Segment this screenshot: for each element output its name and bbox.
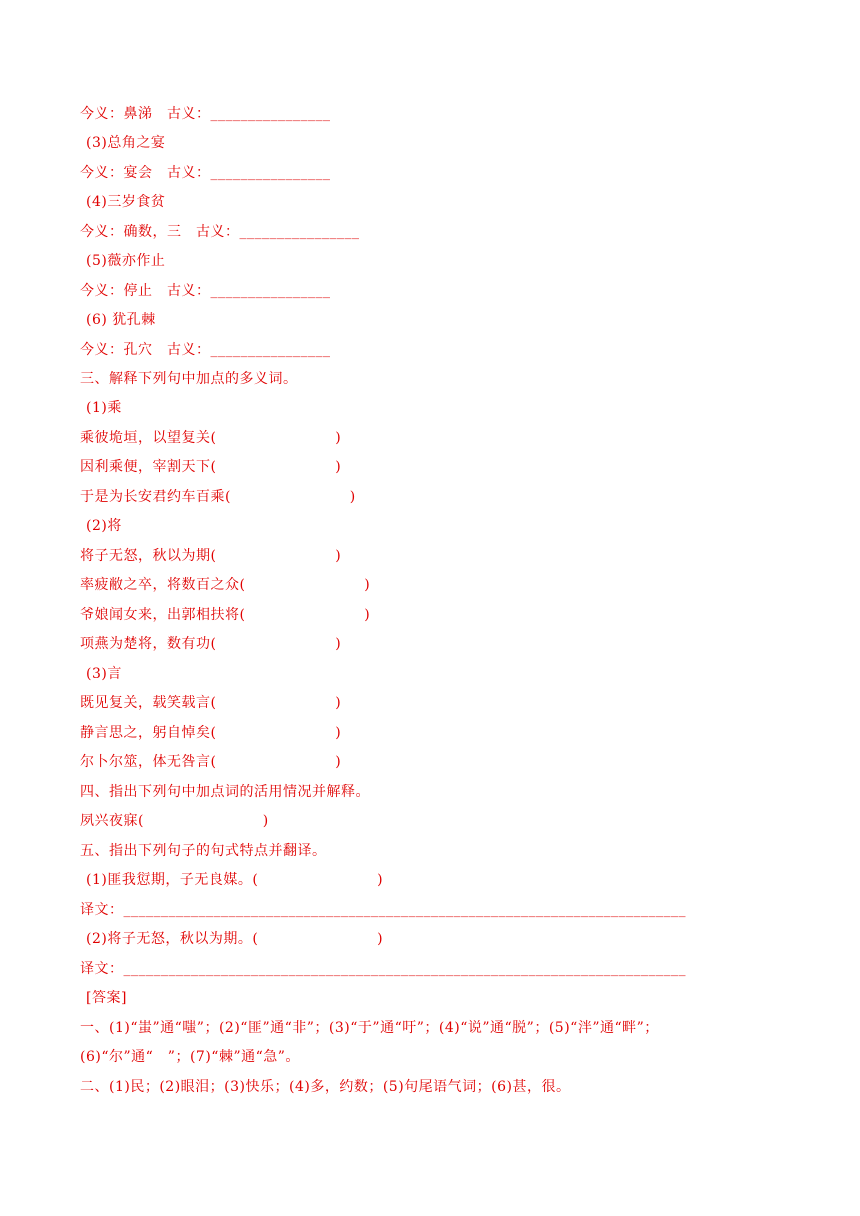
line-20: (3)言 [86,666,122,682]
line-17: 率疲敝之卒，将数百之众( ) [80,577,371,593]
line-09: 今义：孔穴 古义：________________ [80,342,331,358]
line-14: 于是为长安君约车百乘( ) [80,489,356,505]
line-30: 译文：___________________________________________________________________________ [80,961,686,977]
line-11: (1)乘 [86,400,122,416]
line-29: (2)将子无怒，秋以为期。( ) [86,931,384,947]
line-18: 爷娘闻女来，出郭相扶将( ) [80,607,371,623]
line-22: 静言思之，躬自悼矣( ) [80,725,342,741]
line-02: (3)总角之宴 [86,135,166,151]
line-32: 一、(1)“蚩”通“嗤”；(2)“匪”通“非”；(3)“于”通“吁”；(4)“说”通“脱”；(5)“泮”通“畔”； [80,1020,659,1036]
line-34: 二、(1)民；(2)眼泪；(3)快乐；(4)多，约数；(5)句尾语气词；(6)甚，很。 [80,1079,571,1095]
line-08: (6) 犹孔棘 [86,312,156,328]
line-21: 既见复关，载笑载言( ) [80,695,342,711]
line-25: 夙兴夜寐( ) [80,813,269,829]
line-26: 五、指出下列句子的句式特点并翻译。 [80,843,327,859]
line-23: 尔卜尔筮，体无咎言( ) [80,754,342,770]
line-06: (5)薇亦作止 [86,253,166,269]
line-05: 今义：确数，三 古义：________________ [80,224,360,240]
line-31: [答案] [86,990,127,1006]
line-10: 三、解释下列句中加点的多义词。 [80,371,298,387]
line-07: 今义：停止 古义：________________ [80,283,331,299]
line-19: 项燕为楚将，数有功( ) [80,636,342,652]
line-28: 译文：___________________________________________________________________________ [80,902,686,918]
line-01: 今义：鼻涕 古义：________________ [80,106,331,122]
line-15: (2)将 [86,518,122,534]
line-16: 将子无怒，秋以为期( ) [80,548,342,564]
line-03: 今义：宴会 古义：________________ [80,165,331,181]
line-04: (4)三岁食贫 [86,194,166,210]
line-12: 乘彼垝垣，以望复关( ) [80,430,342,446]
line-24: 四、指出下列句中加点词的活用情况并解释。 [80,784,370,800]
line-27: (1)匪我愆期，子无良媒。( ) [86,872,384,888]
line-13: 因利乘便，宰割天下( ) [80,459,342,475]
line-33: (6)“尔”通“ ”；(7)“棘”通“急”。 [80,1049,300,1065]
